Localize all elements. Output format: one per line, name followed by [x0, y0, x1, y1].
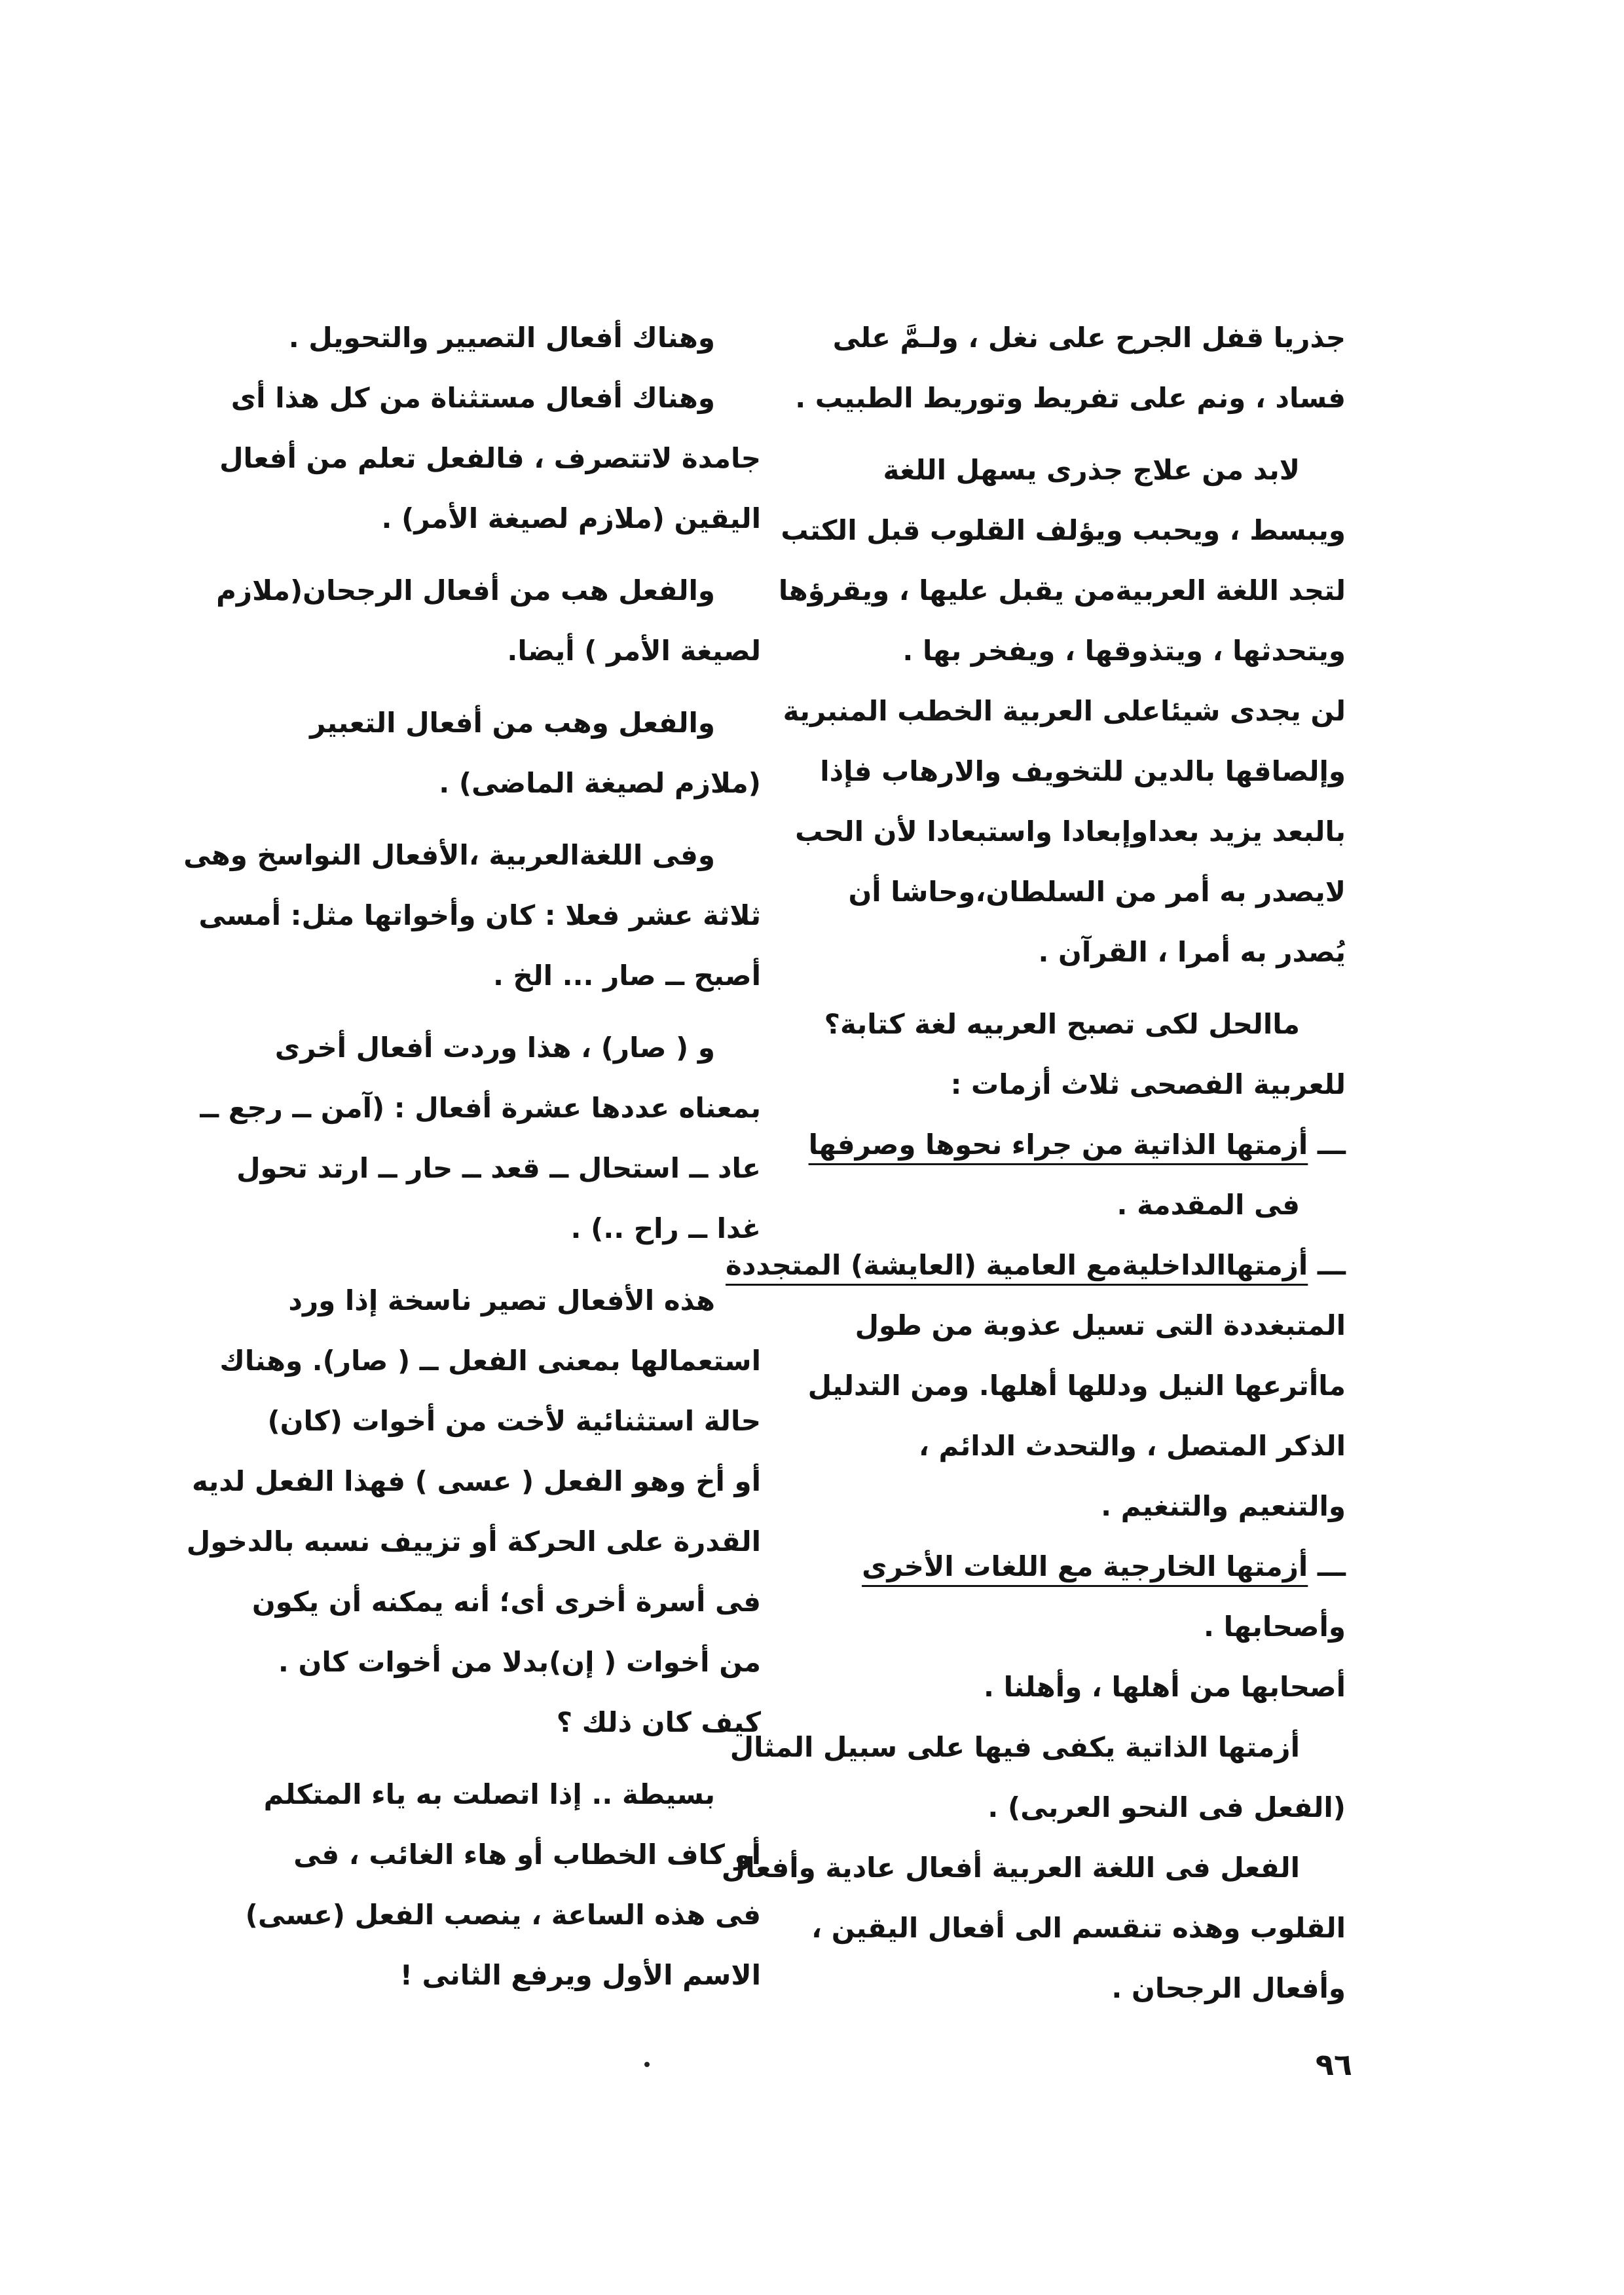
text-line: كيف كان ذلك ؟	[556, 1706, 761, 1738]
text-line: أصحابها من أهلها ، وأهلنا .	[984, 1671, 1346, 1703]
text-line: لتجد اللغة العربيةمن يقبل عليها ، ويقرؤها	[778, 574, 1346, 606]
ink-speck	[644, 2062, 650, 2067]
text-line: لايصدر به أمر من السلطان،وحاشا أن	[848, 876, 1346, 908]
text-line: المتبغددة التى تسيل عذوبة من طول	[855, 1309, 1346, 1341]
right-column	[721, 308, 1346, 2019]
text-line: وفى اللغةالعربية ،الأفعال النواسخ وهى	[183, 839, 715, 871]
text-line: أو كاف الخطاب أو هاء الغائب ، فى	[293, 1838, 761, 1871]
text-line: والتنعيم والتنغيم .	[1101, 1490, 1346, 1522]
dash: ـــ	[1317, 1249, 1346, 1281]
left-column	[183, 308, 761, 2006]
text-line: ثلاثة عشر فعلا : كان وأخواتها مثل: أمسى	[198, 899, 761, 931]
text-line: وأفعال الرجحان .	[1111, 1972, 1346, 2004]
text-line: وهناك أفعال مستثناة من كل هذا أى	[231, 382, 715, 414]
text-line: الاسم الأول ويرفع الثانى !	[399, 1959, 761, 1991]
text-line: بسيطة .. إذا اتصلت به ياء المتكلم	[263, 1778, 715, 1810]
text-line: بمعناه عددها عشرة أفعال : (آمن ــ رجع ــ	[200, 1092, 761, 1124]
text-line: لابد من علاج جذرى يسهل اللغة	[883, 454, 1300, 486]
text-line: ويبسط ، ويحبب ويؤلف القلوب قبل الكتب	[781, 514, 1346, 546]
text-line: جذريا قفل الجرح على نغل ، ولـمَّ على	[832, 322, 1346, 354]
text-line: والفعل هب من أفعال الرجحان(ملازم	[216, 574, 715, 606]
text-line: فى هذه الساعة ، ينصب الفعل (عسى)	[245, 1899, 761, 1931]
text-line: من أخوات ( إن)بدلا من أخوات كان .	[278, 1646, 761, 1678]
underlined-text: أزمتها الخارجية مع اللغات الأخرى	[862, 1550, 1308, 1582]
list-item-internal-crisis	[726, 1235, 1346, 1296]
dash: ـــ	[1317, 1550, 1346, 1582]
page-number: ٩٦	[1315, 2047, 1352, 2082]
list-item-external-crisis	[822, 1537, 1346, 1597]
text-line: ماأترعها النيل ودللها أهلها. ومن التدليل	[807, 1370, 1346, 1402]
text-line: القلوب وهذه تنقسم الى أفعال اليقين ،	[811, 1912, 1346, 1944]
text-line: حالة استثنائية لأخت من أخوات (كان)	[267, 1405, 761, 1437]
text-line: و ( صار) ، هذا وردت أفعال أخرى	[274, 1032, 715, 1064]
text-line: (ملازم لصيغة الماضى) .	[439, 767, 761, 799]
text-line: وإلصاقها بالدين للتخويف والارهاب فإذا	[820, 755, 1346, 787]
text-line: عاد ــ استحال ــ قعد ــ حار ــ ارتد تحول	[236, 1152, 761, 1184]
text-line: فى أسرة أخرى أى؛ أنه يمكنه أن يكون	[251, 1586, 761, 1618]
text-line: للعربية الفصحى ثلاث أزمات :	[950, 1068, 1346, 1100]
dash: ـــ	[1317, 1129, 1346, 1161]
text-line: يُصدر به أمرا ، القرآن .	[1038, 936, 1346, 968]
text-line: بالبعد يزيد بعداوإبعادا واستبعادا لأن الحب	[795, 815, 1346, 848]
text-line: ويتحدثها ، ويتذوقها ، ويفخر بها .	[902, 635, 1346, 667]
text-line: هذه الأفعال تصير ناسخة إذا ورد	[288, 1284, 715, 1316]
text-line: اليقين (ملازم لصيغة الأمر) .	[381, 502, 761, 534]
underlined-text: أزمتهاالداخليةمع العامية (العايشة) المتجددة	[726, 1249, 1308, 1281]
text-line: (الفعل فى النحو العربى) .	[987, 1791, 1346, 1823]
text-line: والفعل وهب من أفعال التعبير	[310, 707, 715, 739]
text-line: فساد ، ونم على تفريط وتوريط الطبيب .	[795, 382, 1346, 414]
text-line: غدا ــ راح ..) .	[570, 1212, 761, 1244]
text-line: وهناك أفعال التصيير والتحويل .	[288, 322, 715, 354]
text-line: لن يجدى شيئاعلى العربية الخطب المنبرية	[783, 695, 1346, 727]
text-line: لصيغة الأمر ) أيضا.	[507, 635, 761, 667]
text-line: وأصحابها .	[1204, 1611, 1346, 1643]
text-line: ماالحل لكى تصبح العربيه لغة كتابة؟	[824, 1008, 1300, 1040]
text-line: الذكر المتصل ، والتحدث الدائم ،	[918, 1430, 1346, 1462]
list-item-intrinsic-crisis	[808, 1115, 1346, 1175]
text-line: استعمالها بمعنى الفعل ــ ( صار). وهناك	[219, 1345, 761, 1377]
text-line: فى المقدمة .	[1116, 1189, 1300, 1221]
text-line: القدرة على الحركة أو تزييف نسبه بالدخول	[186, 1525, 761, 1558]
text-line: الفعل فى اللغة العربية أفعال عادية وأفعال	[721, 1852, 1300, 1884]
underlined-text: أزمتها الذاتية من جراء نحوها وصرفها	[808, 1129, 1308, 1161]
text-line: أصبح ــ صار ... الخ .	[492, 960, 761, 992]
text-line: أو أخ وهو الفعل ( عسى ) فهذا الفعل لديه	[192, 1465, 761, 1497]
text-line: أزمتها الذاتية يكفى فيها على سبيل المثال	[729, 1731, 1300, 1763]
text-line: جامدة لاتتصرف ، فالفعل تعلم من أفعال	[219, 442, 761, 474]
